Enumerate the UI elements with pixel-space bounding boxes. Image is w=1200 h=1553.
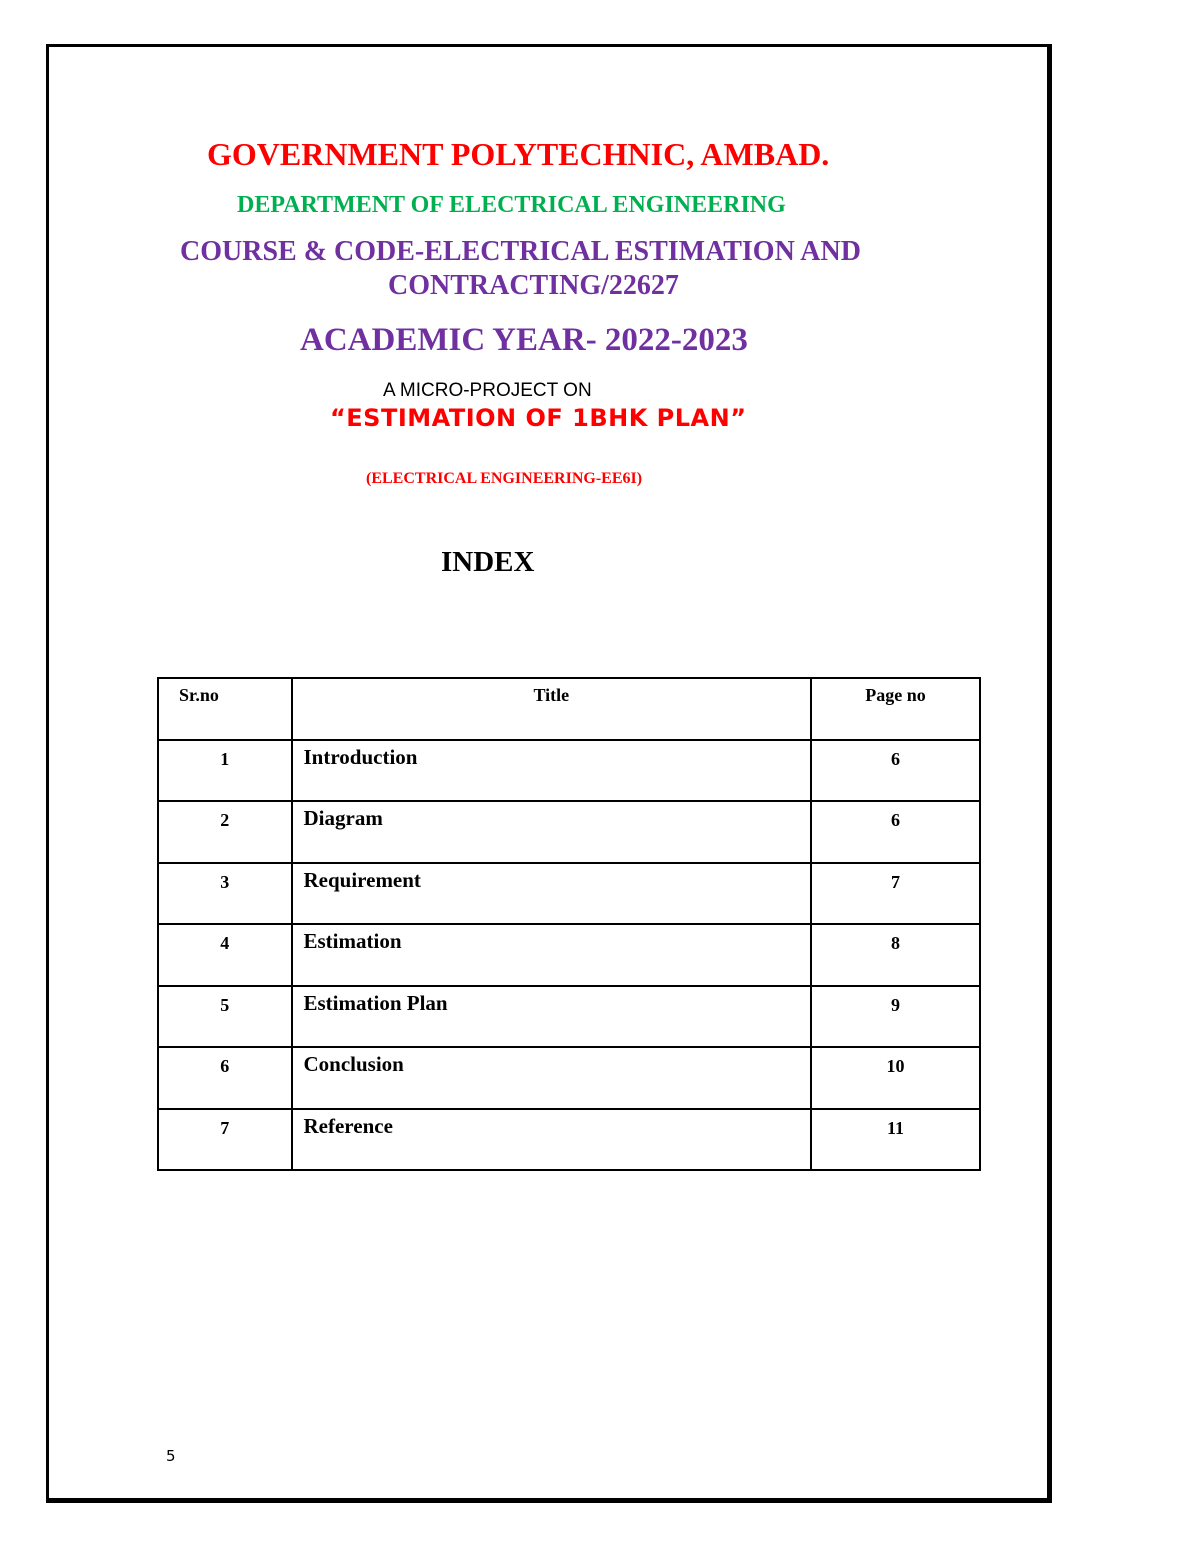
row-title: Introduction [292, 740, 812, 802]
row-title: Estimation Plan [292, 986, 812, 1048]
course-line-2: CONTRACTING/22627 [388, 270, 679, 301]
row-srno: 3 [158, 863, 292, 925]
table-row [158, 1109, 980, 1171]
row-title: Requirement [292, 863, 812, 925]
row-title: Conclusion [292, 1047, 812, 1109]
table-row [158, 801, 980, 863]
row-srno: 4 [158, 924, 292, 986]
row-srno: 2 [158, 801, 292, 863]
row-pageno: 9 [811, 986, 980, 1048]
micro-project-label: A MICRO-PROJECT ON [383, 380, 592, 401]
row-srno: 5 [158, 986, 292, 1048]
row-title: Diagram [292, 801, 812, 863]
row-title: Estimation [292, 924, 812, 986]
branch-label: (ELECTRICAL ENGINEERING-EE6I) [366, 470, 643, 487]
column-header-title: Title [292, 678, 812, 740]
department-name: DEPARTMENT OF ELECTRICAL ENGINEERING [237, 192, 786, 218]
row-pageno: 7 [811, 863, 980, 925]
row-pageno: 6 [811, 740, 980, 802]
table-header-row [158, 678, 980, 740]
row-srno: 6 [158, 1047, 292, 1109]
table-row [158, 924, 980, 986]
row-srno: 7 [158, 1109, 292, 1171]
table-row [158, 740, 980, 802]
row-pageno: 11 [811, 1109, 980, 1171]
row-pageno: 8 [811, 924, 980, 986]
column-header-pageno: Page no [811, 678, 980, 740]
row-srno: 1 [158, 740, 292, 802]
row-pageno: 10 [811, 1047, 980, 1109]
course-line-1: COURSE & CODE-ELECTRICAL ESTIMATION AND [180, 236, 861, 267]
row-pageno: 6 [811, 801, 980, 863]
table-row [158, 863, 980, 925]
page-number: 5 [166, 1447, 176, 1465]
college-name: GOVERNMENT POLYTECHNIC, AMBAD. [207, 136, 830, 172]
table-row [158, 986, 980, 1048]
column-header-srno: Sr.no [158, 678, 292, 740]
row-title: Reference [292, 1109, 812, 1171]
project-title: “ESTIMATION OF 1BHK PLAN” [330, 404, 747, 432]
index-heading: INDEX [441, 546, 535, 578]
table-row [158, 1047, 980, 1109]
academic-year: ACADEMIC YEAR- 2022-2023 [300, 322, 748, 358]
index-table [157, 677, 981, 1171]
